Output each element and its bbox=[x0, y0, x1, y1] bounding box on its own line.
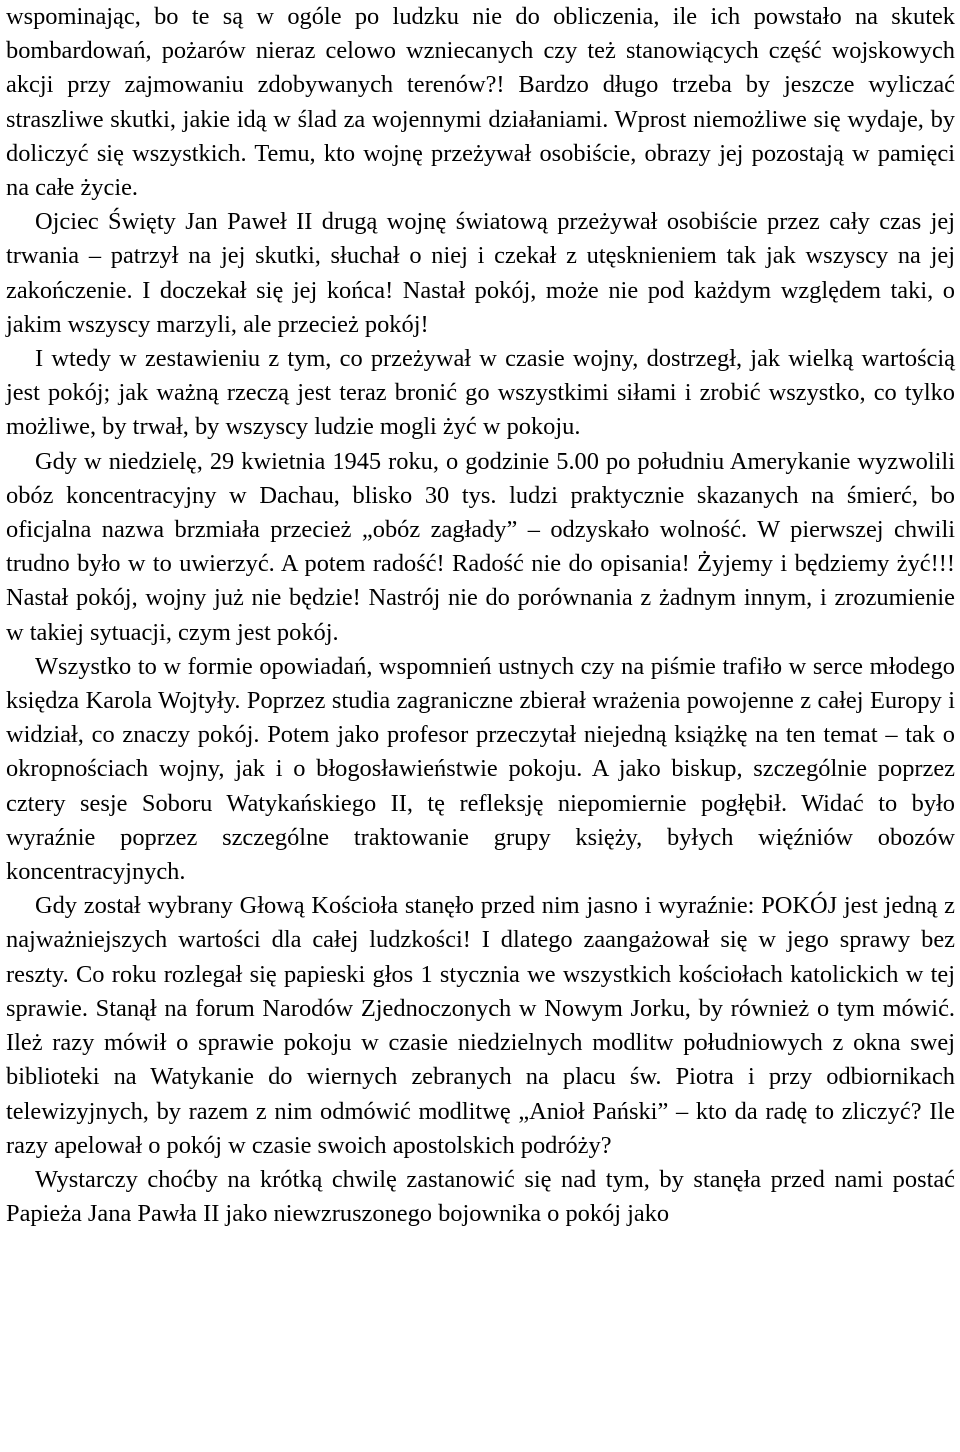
paragraph-4: Gdy w niedzielę, 29 kwietnia 1945 roku, o godzinie 5.00 po południu Amerykanie wyzwolili obóz koncentracyjny w Dachau, blisko 30 tys. ludzi praktycznie skazanych na śmierć, bo oficjalna nazwa brzmiała przecież „obóz zagłady” – odzyskało wolność. W pierwszej chwili trudno było w to uwierzyć. A potem radość! Radość nie do opisania! Żyjemy i będziemy żyć!!! Nastał pokój, wojny już nie będzie! Nastrój nie do porównania z żadnym innym, i zrozumienie w takiej sytuacji, czym jest pokój. bbox=[6, 447, 955, 646]
paragraph-3: I wtedy w zestawieniu z tym, co przeżywał w czasie wojny, dostrzegł, jak wielką wartością jest pokój; jak ważną rzeczą jest teraz bronić go wszystkimi siłami i zrobić wszystko, co tylko możliwe, by trwał, by wszyscy ludzie mogli żyć w pokoju. bbox=[6, 345, 955, 441]
paragraph-2: Ojciec Święty Jan Paweł II drugą wojnę światową przeżywał osobiście przez cały czas jej trwania – patrzył na jej skutki, słuchał o niej i czekał z utęsknieniem tak jak wszyscy na jej zakończenie. I doczekał się jej końca! Nastał pokój, może nie pod każdym względem taki, o jakim wszyscy marzyli, ale przecież pokój! bbox=[6, 208, 955, 338]
paragraph-5: Wszystko to w formie opowiadań, wspomnień ustnych czy na piśmie trafiło w serce młodego księdza Karola Wojtyły. Poprzez studia zagraniczne zbierał wrażenia powojenne z całej Europy i widział, co znaczy pokój. Potem jako profesor przeczytał niejedną książkę na ten temat – tak o okropnościach wojny, jak i o błogosławieństwie pokoju. A jako biskup, szczególnie poprzez cztery sesje Soboru Watykańskiego II, tę refleksję niepomiernie pogłębił. Widać to było wyraźnie poprzez szczególne traktowanie grupy księży, byłych więźniów obozów koncentracyjnych. bbox=[6, 652, 955, 886]
paragraph-1: wspominając, bo te są w ogóle po ludzku nie do obliczenia, ile ich powstało na skutek bombardowań, pożarów nieraz celowo wzniecanych czy też stanowiących część wojskowych akcji przy zajmowaniu zdobywanych terenów?! Bardzo długo trzeba by jeszcze wyliczać straszliwe skutki, jakie idą w ślad za wojennymi działaniami. Wprost niemożliwe się wydaje, by doliczyć się wszystkich. Temu, kto wojnę przeżywał osobiście, obrazy jej pozostają w pamięci na całe życie. bbox=[6, 3, 955, 202]
paragraph-7: Wystarczy choćby na krótką chwilę zastanowić się nad tym, by stanęła przed nami postać Papieża Jana Pawła II jako niewzruszonego bojownika o pokój jako bbox=[6, 1165, 955, 1228]
paragraph-6: Gdy został wybrany Głową Kościoła stanęło przed nim jasno i wyraźnie: POKÓJ jest jedną z najważniejszych wartości dla całej ludzkości! I dlatego zaangażował się w jego sprawy bez reszty. Co roku rozlegał się papieski głos 1 stycznia we wszystkich kościołach katolickich w tej sprawie. Stanął na forum Narodów Zjednoczonych w Nowym Jorku, by również o tym mówić. Ileż razy mówił o sprawie pokoju w czasie niedzielnych modlitw południowych z okna swej biblioteki na Watykanie do wiernych zebranych na placu św. Piotra i przy odbiornikach telewizyjnych, by razem z nim odmówić modlitwę „Anioł Pański” – kto da radę to zliczyć? Ile razy apelował o pokój w czasie swoich apostolskich podróży? bbox=[6, 892, 955, 1159]
document-page bbox=[6, 0, 955, 1231]
